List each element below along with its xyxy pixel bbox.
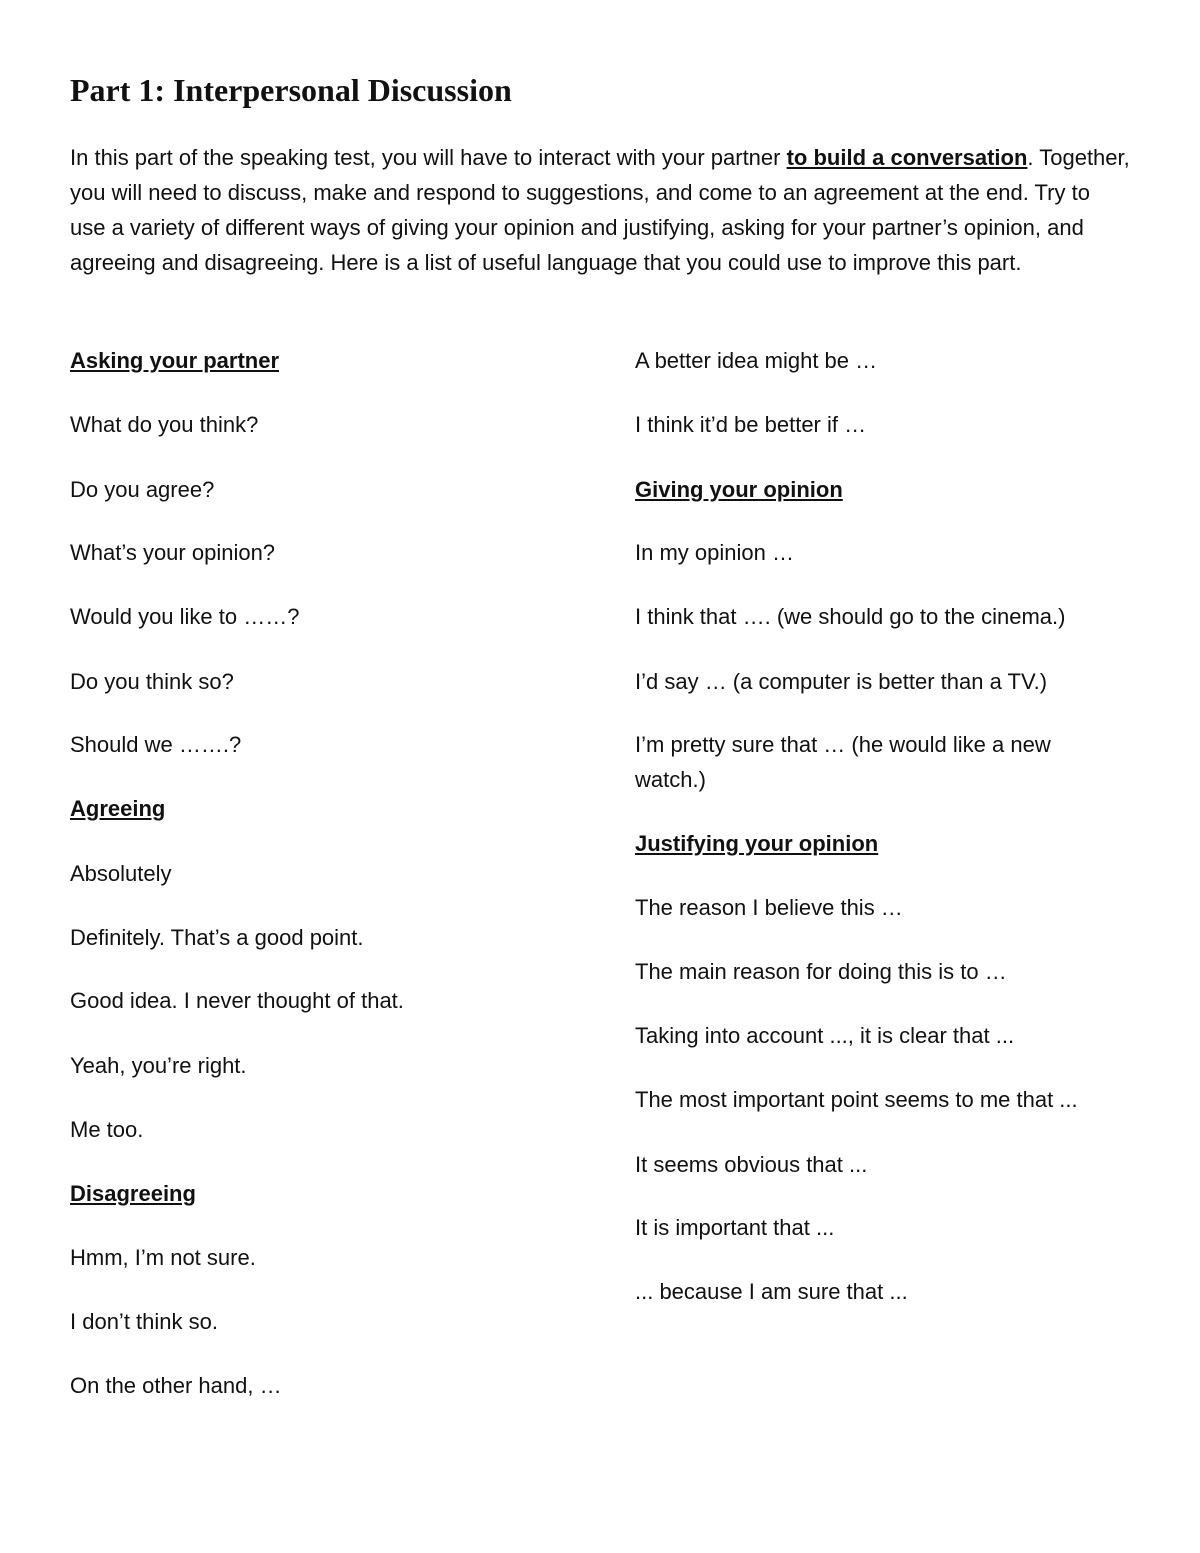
phrase-item: On the other hand, … — [70, 1373, 282, 1398]
section-heading-asking: Asking your partner — [70, 348, 280, 373]
phrase-item: The reason I believe this … — [635, 895, 903, 920]
phrase-item: I think that …. (we should go to the cinema.) — [635, 604, 1066, 629]
phrase-item: What’s your opinion? — [70, 540, 276, 565]
phrase-item: Do you agree? — [70, 477, 215, 502]
intro-text-end: . Together, you will need to discuss, make and respond to suggestions, and come to an agreement at the end. Try to use a variety of different ways of giving your opinion and justifying, asking for your partner’s opinion, and agreeing and disagreeing. Here is a list of useful language that you could use to improve this part. — [70, 145, 1130, 275]
phrase-item: Me too. — [70, 1117, 144, 1142]
phrase-item: It seems obvious that ... — [635, 1152, 868, 1177]
intro-paragraph — [70, 140, 1130, 280]
intro-emphasis: to build a conversation — [786, 145, 1028, 170]
section-heading-disagreeing: Disagreeing — [70, 1181, 196, 1206]
phrase-item: I don’t think so. — [70, 1309, 218, 1334]
phrase-item: The most important point seems to me that ... — [635, 1087, 1078, 1112]
phrase-item: A better idea might be … — [635, 348, 878, 373]
section-heading-justifying-opinion: Justifying your opinion — [635, 831, 879, 856]
section-heading-agreeing: Agreeing — [70, 796, 166, 821]
phrase-item: I think it’d be better if … — [635, 412, 867, 437]
intro-text-start: In this part of the speaking test, you will have to interact with your partner — [70, 145, 787, 170]
phrase-item: Definitely. That’s a good point. — [70, 925, 364, 950]
phrase-item: Do you think so? — [70, 669, 234, 694]
page-title: Part 1: Interpersonal Discussion — [70, 72, 512, 108]
phrase-item: Hmm, I’m not sure. — [70, 1245, 256, 1270]
phrase-item: Taking into account ..., it is clear that ... — [635, 1023, 1015, 1048]
phrase-item: Should we …….? — [70, 732, 242, 757]
phrase-item: The main reason for doing this is to … — [635, 959, 1007, 984]
section-heading-giving-opinion: Giving your opinion — [635, 477, 843, 502]
phrase-item: Would you like to ……? — [70, 604, 300, 629]
phrase-item: ... because I am sure that ... — [635, 1279, 908, 1304]
phrase-item: What do you think? — [70, 412, 259, 437]
phrase-item: Yeah, you’re right. — [70, 1053, 247, 1078]
phrase-item: Absolutely — [70, 861, 172, 886]
phrase-item: It is important that ... — [635, 1215, 835, 1240]
phrase-item: I’d say … (a computer is better than a TV.) — [635, 669, 1048, 694]
phrase-item: I’m pretty sure that … (he would like a new watch.) — [635, 732, 1051, 792]
phrase-item: In my opinion … — [635, 540, 794, 565]
phrase-item: Good idea. I never thought of that. — [70, 988, 404, 1013]
